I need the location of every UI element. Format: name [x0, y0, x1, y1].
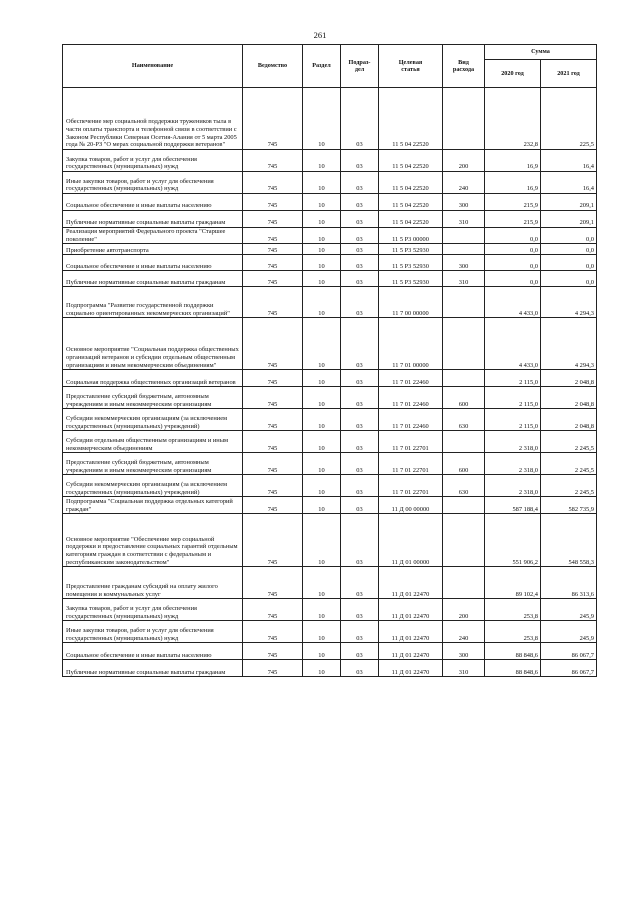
row-section: 10	[303, 621, 341, 643]
row-subsection: 03	[341, 621, 379, 643]
table-row	[63, 244, 597, 255]
row-dept: 745	[243, 287, 303, 318]
row-section: 10	[303, 150, 341, 172]
row-sum-2021: 2 245,5	[541, 475, 597, 497]
row-subsection: 03	[341, 453, 379, 475]
row-dept: 745	[243, 643, 303, 660]
row-dept: 745	[243, 599, 303, 621]
table-row	[63, 660, 597, 677]
row-sum-2020: 0,0	[485, 271, 541, 287]
row-sum-2020: 2 318,0	[485, 475, 541, 497]
row-name: Обеспечение мер социальной поддержки тружеников тыла в части оплаты транспорта и телефонной связи в соответствии с Законом Республики Северная Осетия-Алания от 5 марта 2005 года № 20-РЗ "О мерах социальной поддержки ветеранов"	[63, 88, 243, 150]
table-row	[63, 514, 597, 567]
row-sum-2021: 2 245,5	[541, 431, 597, 453]
row-subsection: 03	[341, 318, 379, 370]
row-subsection: 03	[341, 431, 379, 453]
row-sum-2021: 548 558,3	[541, 514, 597, 567]
row-sum-2021: 2 048,8	[541, 387, 597, 409]
row-section: 10	[303, 255, 341, 271]
row-section: 10	[303, 475, 341, 497]
row-section: 10	[303, 228, 341, 244]
row-expense-type: 200	[443, 599, 485, 621]
row-expense-type	[443, 567, 485, 599]
row-section: 10	[303, 599, 341, 621]
row-expense-type	[443, 318, 485, 370]
row-name: Предоставление гражданам субсидий на оплату жилого помещения и коммунальных услуг	[63, 567, 243, 599]
row-section: 10	[303, 370, 341, 387]
row-sum-2021: 209,1	[541, 194, 597, 211]
page-number: 261	[313, 30, 327, 40]
table-row	[63, 150, 597, 172]
row-sum-2021: 2 048,8	[541, 409, 597, 431]
row-dept: 745	[243, 255, 303, 271]
row-target: 11 5 P3 52930	[379, 255, 443, 271]
row-expense-type	[443, 88, 485, 150]
row-name: Подпрограмма "Развитие государственной поддержки социально ориентированных некоммерческих организаций"	[63, 287, 243, 318]
row-sum-2021: 2 048,8	[541, 370, 597, 387]
table-row	[63, 475, 597, 497]
header-sum: Сумма	[485, 45, 597, 60]
row-expense-type	[443, 228, 485, 244]
row-expense-type	[443, 497, 485, 514]
table-row	[63, 567, 597, 599]
row-target: 11 Д 00 00000	[379, 497, 443, 514]
row-subsection: 03	[341, 88, 379, 150]
row-sum-2020: 16,9	[485, 150, 541, 172]
row-section: 10	[303, 453, 341, 475]
row-dept: 745	[243, 271, 303, 287]
table-row	[63, 497, 597, 514]
row-target: 11 5 P3 52930	[379, 271, 443, 287]
row-expense-type	[443, 370, 485, 387]
row-target: 11 Д 01 22470	[379, 599, 443, 621]
row-sum-2021: 16,4	[541, 172, 597, 194]
row-sum-2020: 0,0	[485, 244, 541, 255]
row-name: Субсидии некоммерческим организациям (за исключением государственных (муниципальных) учреждений)	[63, 475, 243, 497]
row-subsection: 03	[341, 387, 379, 409]
row-sum-2020: 587 188,4	[485, 497, 541, 514]
row-dept: 745	[243, 567, 303, 599]
row-sum-2021: 245,9	[541, 621, 597, 643]
row-sum-2020: 88 848,6	[485, 643, 541, 660]
row-subsection: 03	[341, 660, 379, 677]
row-sum-2021: 86 067,7	[541, 643, 597, 660]
row-dept: 745	[243, 194, 303, 211]
row-expense-type: 300	[443, 194, 485, 211]
row-sum-2021: 582 735,9	[541, 497, 597, 514]
row-sum-2021: 4 294,3	[541, 318, 597, 370]
row-sum-2020: 89 102,4	[485, 567, 541, 599]
row-expense-type: 600	[443, 387, 485, 409]
row-target: 11 Д 01 22470	[379, 567, 443, 599]
row-expense-type: 630	[443, 409, 485, 431]
row-section: 10	[303, 409, 341, 431]
row-section: 10	[303, 172, 341, 194]
row-section: 10	[303, 660, 341, 677]
row-sum-2020: 4 433,0	[485, 318, 541, 370]
row-sum-2020: 0,0	[485, 255, 541, 271]
row-section: 10	[303, 431, 341, 453]
row-name: Иные закупки товаров, работ и услуг для обеспечения государственных (муниципальных) нужд	[63, 172, 243, 194]
row-subsection: 03	[341, 599, 379, 621]
row-name: Субсидии отдельным общественным организациям и иным некоммерческим объединениям	[63, 431, 243, 453]
row-name: Предоставление субсидий бюджетным, автономным учреждениям и иным некоммерческим организациям	[63, 387, 243, 409]
row-name: Иные закупки товаров, работ и услуг для обеспечения государственных (муниципальных) нужд	[63, 621, 243, 643]
row-subsection: 03	[341, 475, 379, 497]
row-sum-2021: 0,0	[541, 255, 597, 271]
row-expense-type	[443, 431, 485, 453]
row-name: Предоставление субсидий бюджетным, автономным учреждениям и иным некоммерческим организациям	[63, 453, 243, 475]
row-dept: 745	[243, 228, 303, 244]
table-row	[63, 453, 597, 475]
row-dept: 745	[243, 497, 303, 514]
row-sum-2020: 2 115,0	[485, 370, 541, 387]
header-expense-type: Вид расхода	[443, 45, 485, 88]
row-dept: 745	[243, 621, 303, 643]
table-row	[63, 194, 597, 211]
row-sum-2020: 2 115,0	[485, 409, 541, 431]
row-section: 10	[303, 211, 341, 228]
table-row	[63, 621, 597, 643]
row-section: 10	[303, 271, 341, 287]
row-expense-type: 310	[443, 660, 485, 677]
row-section: 10	[303, 514, 341, 567]
row-target: 11 5 P3 00000	[379, 228, 443, 244]
row-subsection: 03	[341, 172, 379, 194]
row-target: 11 7 01 22701	[379, 431, 443, 453]
header-dept: Ведомство	[243, 45, 303, 88]
table-row	[63, 431, 597, 453]
row-target: 11 7 00 00000	[379, 287, 443, 318]
row-name: Публичные нормативные социальные выплаты гражданам	[63, 271, 243, 287]
row-dept: 745	[243, 244, 303, 255]
row-expense-type	[443, 514, 485, 567]
table-row	[63, 271, 597, 287]
row-subsection: 03	[341, 370, 379, 387]
row-section: 10	[303, 244, 341, 255]
row-section: 10	[303, 497, 341, 514]
row-section: 10	[303, 567, 341, 599]
row-target: 11 5 P3 52930	[379, 244, 443, 255]
row-target: 11 Д 01 22470	[379, 643, 443, 660]
row-sum-2020: 2 115,0	[485, 387, 541, 409]
row-subsection: 03	[341, 514, 379, 567]
row-expense-type: 240	[443, 621, 485, 643]
row-target: 11 7 01 22701	[379, 453, 443, 475]
row-sum-2021: 2 245,5	[541, 453, 597, 475]
table-row	[63, 88, 597, 150]
row-dept: 745	[243, 370, 303, 387]
row-expense-type: 300	[443, 255, 485, 271]
row-target: 11 7 01 22460	[379, 387, 443, 409]
row-sum-2020: 2 318,0	[485, 453, 541, 475]
row-sum-2021: 86 067,7	[541, 660, 597, 677]
row-sum-2021: 86 313,6	[541, 567, 597, 599]
table-row	[63, 643, 597, 660]
row-subsection: 03	[341, 150, 379, 172]
budget-table	[62, 44, 597, 677]
row-sum-2020: 232,8	[485, 88, 541, 150]
row-name: Приобретение автотранспорта	[63, 244, 243, 255]
row-dept: 745	[243, 387, 303, 409]
row-expense-type: 200	[443, 150, 485, 172]
table-row	[63, 255, 597, 271]
row-dept: 745	[243, 514, 303, 567]
row-sum-2020: 16,9	[485, 172, 541, 194]
row-name: Публичные нормативные социальные выплаты гражданам	[63, 211, 243, 228]
table-row	[63, 211, 597, 228]
row-expense-type	[443, 287, 485, 318]
row-dept: 745	[243, 318, 303, 370]
row-dept: 745	[243, 172, 303, 194]
row-expense-type: 300	[443, 643, 485, 660]
header-name: Наименование	[63, 45, 243, 88]
row-sum-2021: 0,0	[541, 228, 597, 244]
row-target: 11 Д 01 22470	[379, 621, 443, 643]
row-dept: 745	[243, 211, 303, 228]
header-subsection: Подраз- дел	[341, 45, 379, 88]
row-sum-2021: 4 294,3	[541, 287, 597, 318]
row-target: 11 5 04 22520	[379, 211, 443, 228]
row-target: 11 5 04 22520	[379, 88, 443, 150]
header-section: Раздел	[303, 45, 341, 88]
row-target: 11 5 04 22520	[379, 194, 443, 211]
row-name: Социальное обеспечение и иные выплаты населению	[63, 194, 243, 211]
row-subsection: 03	[341, 255, 379, 271]
row-expense-type	[443, 244, 485, 255]
row-sum-2021: 16,4	[541, 150, 597, 172]
row-sum-2021: 225,5	[541, 88, 597, 150]
header-target: Целевая статья	[379, 45, 443, 88]
table-row	[63, 387, 597, 409]
row-target: 11 7 01 22460	[379, 409, 443, 431]
row-sum-2020: 0,0	[485, 228, 541, 244]
row-name: Социальная поддержка общественных организаций ветеранов	[63, 370, 243, 387]
row-target: 11 5 04 22520	[379, 172, 443, 194]
row-section: 10	[303, 387, 341, 409]
row-dept: 745	[243, 453, 303, 475]
row-expense-type: 600	[443, 453, 485, 475]
row-name: Реализация мероприятий Федерального проекта "Старшее поколение"	[63, 228, 243, 244]
row-subsection: 03	[341, 211, 379, 228]
row-expense-type: 630	[443, 475, 485, 497]
row-sum-2021: 245,9	[541, 599, 597, 621]
row-subsection: 03	[341, 244, 379, 255]
table-row	[63, 370, 597, 387]
row-name: Публичные нормативные социальные выплаты гражданам	[63, 660, 243, 677]
header-year-2021: 2021 год	[541, 60, 597, 88]
row-sum-2020: 88 848,6	[485, 660, 541, 677]
row-subsection: 03	[341, 567, 379, 599]
row-dept: 745	[243, 475, 303, 497]
row-sum-2020: 253,8	[485, 621, 541, 643]
table-row	[63, 599, 597, 621]
row-section: 10	[303, 643, 341, 660]
header-year-2020: 2020 год	[485, 60, 541, 88]
row-dept: 745	[243, 409, 303, 431]
row-subsection: 03	[341, 287, 379, 318]
row-section: 10	[303, 88, 341, 150]
row-sum-2020: 253,8	[485, 599, 541, 621]
row-target: 11 Д 01 00000	[379, 514, 443, 567]
row-target: 11 5 04 22520	[379, 150, 443, 172]
row-sum-2020: 215,9	[485, 194, 541, 211]
row-subsection: 03	[341, 409, 379, 431]
row-dept: 745	[243, 88, 303, 150]
row-name: Подпрограмма "Социальная поддержка отдельных категорий граждан"	[63, 497, 243, 514]
table-row	[63, 172, 597, 194]
row-sum-2021: 0,0	[541, 244, 597, 255]
row-target: 11 7 01 00000	[379, 318, 443, 370]
row-subsection: 03	[341, 194, 379, 211]
row-subsection: 03	[341, 497, 379, 514]
table-row	[63, 228, 597, 244]
table-row	[63, 409, 597, 431]
row-name: Закупка товаров, работ и услуг для обеспечения государственных (муниципальных) нужд	[63, 150, 243, 172]
row-sum-2021: 209,1	[541, 211, 597, 228]
row-sum-2021: 0,0	[541, 271, 597, 287]
row-subsection: 03	[341, 271, 379, 287]
row-name: Социальное обеспечение и иные выплаты населению	[63, 643, 243, 660]
table-body	[63, 88, 597, 677]
row-name: Основное мероприятие "Социальная поддержка общественных организаций ветеранов и субсидии отдельным общественным организациям и иным некоммерческим объединениям"	[63, 318, 243, 370]
row-name: Закупка товаров, работ и услуг для обеспечения государственных (муниципальных) нужд	[63, 599, 243, 621]
row-target: 11 7 01 22701	[379, 475, 443, 497]
row-dept: 745	[243, 660, 303, 677]
row-expense-type: 310	[443, 211, 485, 228]
row-name: Субсидии некоммерческим организациям (за исключением государственных (муниципальных) учреждений)	[63, 409, 243, 431]
row-dept: 745	[243, 431, 303, 453]
row-section: 10	[303, 287, 341, 318]
row-section: 10	[303, 318, 341, 370]
row-dept: 745	[243, 150, 303, 172]
row-subsection: 03	[341, 643, 379, 660]
row-sum-2020: 215,9	[485, 211, 541, 228]
row-sum-2020: 2 318,0	[485, 431, 541, 453]
row-name: Основное мероприятие "Обеспечение мер социальной поддержки и предоставление социальных гарантий отдельным категориям граждан в соответствии с федеральным и республиканским законодательством"	[63, 514, 243, 567]
row-sum-2020: 551 906,2	[485, 514, 541, 567]
row-sum-2020: 4 433,0	[485, 287, 541, 318]
row-expense-type: 310	[443, 271, 485, 287]
row-target: 11 7 01 22460	[379, 370, 443, 387]
row-subsection: 03	[341, 228, 379, 244]
row-section: 10	[303, 194, 341, 211]
row-name: Социальное обеспечение и иные выплаты населению	[63, 255, 243, 271]
row-target: 11 Д 01 22470	[379, 660, 443, 677]
table-row	[63, 318, 597, 370]
row-expense-type: 240	[443, 172, 485, 194]
table-row	[63, 287, 597, 318]
